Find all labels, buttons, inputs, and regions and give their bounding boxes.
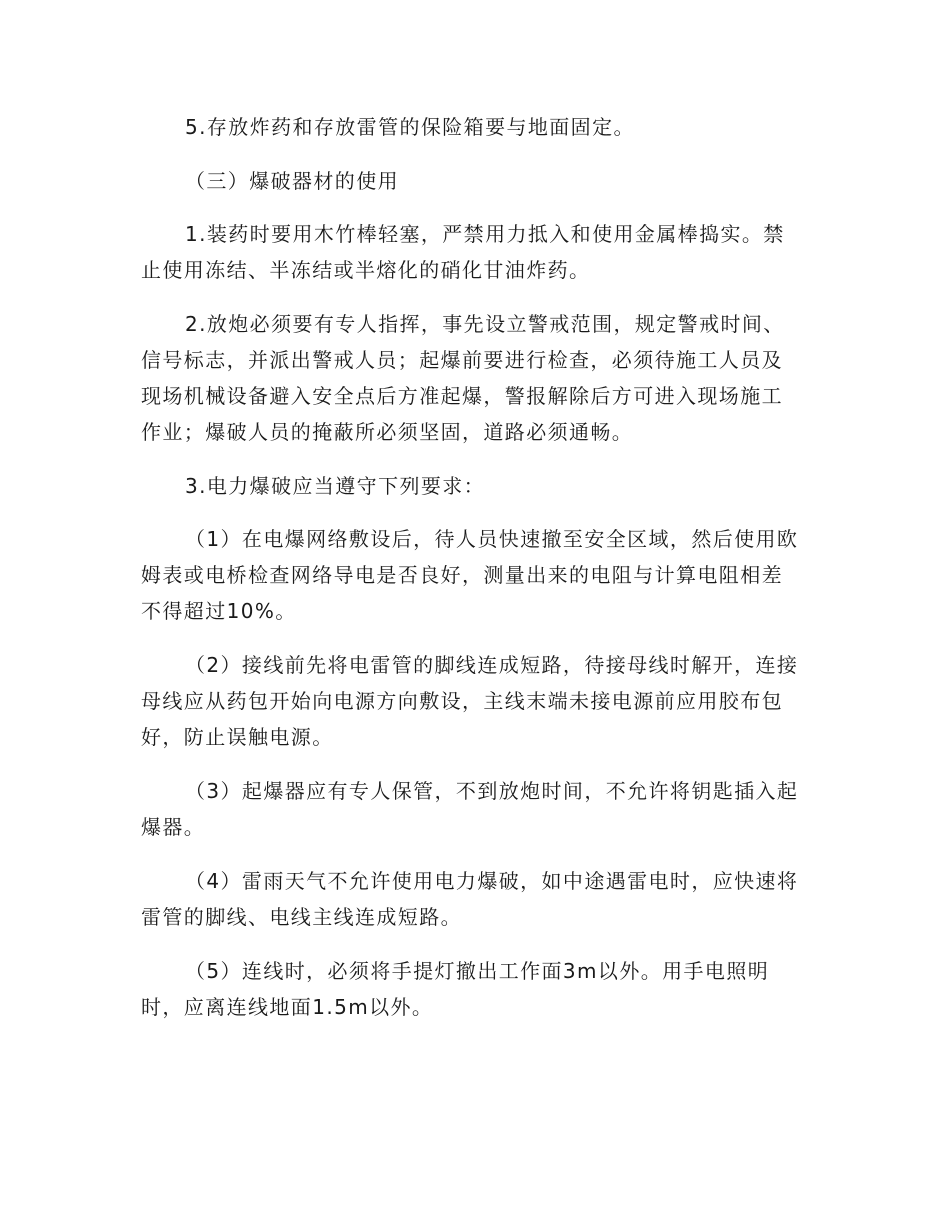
text-line: 信号标志，并派出警戒人员；起爆前要进行检查，必须待施工人员及 — [141, 348, 783, 372]
text-line: 不得超过10%。 — [141, 599, 297, 623]
text-line: 姆表或电桥检查网络导电是否良好，测量出来的电阻与计算电阻相差 — [141, 563, 783, 587]
text-line: 母线应从药包开始向电源方向敷设，主线末端未接电源前应用胶布包 — [141, 689, 783, 713]
text-line: （1）在电爆网络敷设后，待人员快速撤至安全区域，然后使用欧 — [185, 527, 799, 551]
text-line: 雷管的脚线、电线主线连成短路。 — [141, 905, 462, 929]
text-line: 5.存放炸药和存放雷管的保险箱要与地面固定。 — [185, 115, 635, 139]
text-line: （4）雷雨天气不允许使用电力爆破，如中途遇雷电时，应快速将 — [185, 869, 799, 893]
text-line: 3.电力爆破应当遵守下列要求： — [185, 474, 486, 498]
text-line: 爆器。 — [141, 815, 206, 839]
text-line: （3）起爆器应有专人保管，不到放炮时间，不允许将钥匙插入起 — [185, 779, 799, 803]
text-line: （2）接线前先将电雷管的脚线连成短路，待接母线时解开，连接 — [185, 653, 799, 677]
text-line: 1.装药时要用木竹棒轻塞，严禁用力抵入和使用金属棒捣实。禁 — [185, 222, 785, 246]
text-line: 作业；爆破人员的掩蔽所必须坚固，道路必须通畅。 — [141, 420, 634, 444]
text-line: （5）连线时，必须将手提灯撤出工作面3m以外。用手电照明 — [185, 959, 770, 983]
text-line: 2.放炮必须要有专人指挥，事先设立警戒范围，规定警戒时间、 — [185, 312, 785, 336]
text-line: 止使用冻结、半冻结或半熔化的硝化甘油炸药。 — [141, 258, 591, 282]
text-line: （三）爆破器材的使用 — [185, 169, 399, 193]
text-line: 时，应离连线地面1.5m以外。 — [141, 995, 434, 1019]
text-line: 现场机械设备避入安全点后方准起爆，警报解除后方可进入现场施工 — [141, 384, 783, 408]
text-line: 好，防止误触电源。 — [141, 725, 334, 749]
